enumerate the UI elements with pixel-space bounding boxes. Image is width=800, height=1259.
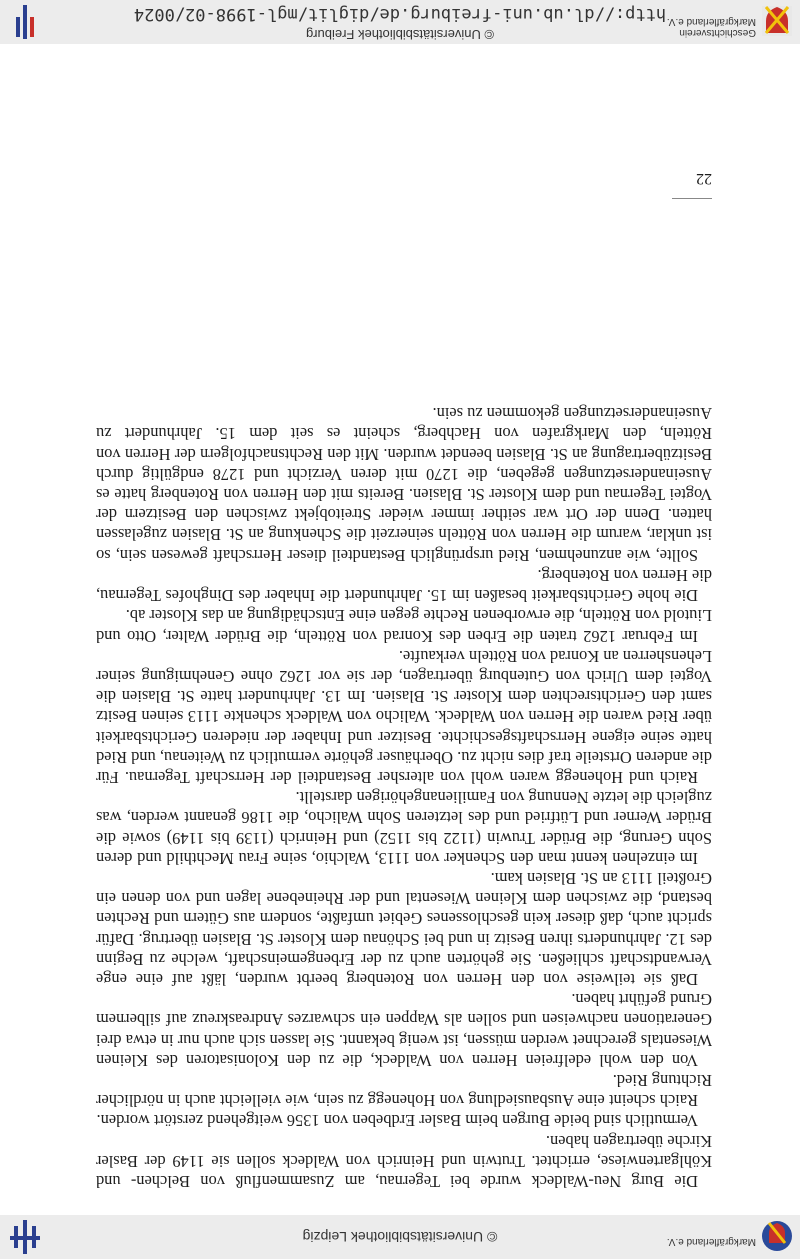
society-name: Markgräflerland e.V.	[666, 1236, 756, 1247]
paragraph: Raich scheint eine Ausbausiedlung von Hohenegg zu sein, wie vielleicht auch in nördlicher Richtung Ried.	[96, 1070, 712, 1111]
page-number: 22	[696, 170, 712, 187]
permalink-url[interactable]: http://dl.ub.uni-freiburg.de/diglit/mgl-1998-02/0024	[133, 4, 667, 24]
paragraph: Daß sie teilweise von den Herren von Rotenberg beerbt wurden, läßt auf eine enge Verwandtschaft schließen. Sie gehörten auch zu der Erbengemeinschaft, welche zu Beginn des 12. Jahrhunderts ihren Besitz in und bei Schönau dem Kloster St. Blasien übertrug. Dafür spricht auch, daß dieser kein geschlossenes Gebiet umfaßte, sondern aus Gütern und Rechten bestand, die zwischen dem Kleinen Wiesental und der Rheinebene lagen und von denen ein Großteil 1113 an St. Blasien kam.	[96, 868, 712, 989]
footer-bar	[0, 0, 800, 44]
paragraph: Raich und Hohenegg waren wohl von altersher Bestandteil der Herrschaft Tegernau. Für die anderen Ortsteile traf dies nicht zu. Oberhäuser gehörte vermutlich zu Weitenau, und Ried hatte seine eigene Herrschaftsgeschichte. Besitzer und Inhaber der niederen Gerichtsbarkeit über Ried waren die Herren von Waldeck. Walicho von Waldeck schenkte 1113 seinen Besitz samt den Gerichtsrechten dem Kloster St. Blasien. Im 13. Jahrhundert hatte St. Blasien die Vogtei dem Ulrich von Gutenburg übertragen, der sie vor 1262 ohne Genehmigung seiner Lehensherren an Konrad von Rötteln verkaufte.	[96, 646, 712, 787]
paragraph: Von den wohl edelfreien Herren von Waldeck, die zu den Kolonisatoren des Kleinen Wiesentals gerechnet werden müssen, ist wenig bekannt. Sie lassen sich auch nur in etwa drei Generationen nachweisen und sollen als Wappen ein schwarzes Andreaskreuz auf silbernem Grund geführt haben.	[96, 990, 712, 1070]
page-number-rule	[672, 198, 712, 199]
library-credit: © Universitätsbibliothek Freiburg	[305, 27, 495, 42]
library-credit: © Universitätsbibliothek Leipzig	[302, 1229, 498, 1245]
paragraph: Die Burg Neu-Waldeck wurde bei Tegernau, am Zusammenfluß von Belchen- und Köhlgartenwiese, errichtet. Trutwin und Heinrich von Waldeck sollen sie 1149 der Basler Kirche übertragen haben.	[96, 1131, 712, 1191]
page-text	[96, 403, 712, 1191]
paragraph: Sollte, wie anzunehmen, Ried ursprünglich Bestandteil dieser Herrschaft gewesen sein, so ist unklar, warum die Herren von Rötteln seinerzeit die Schenkung an St. Blasien zugelassen hatten. Denn der Ort war seither immer wieder Streitobjekt zwischen den Besitzern der Vogtei Tegernau und dem Kloster St. Blasien. Bereits mit den Herren von Rotenberg hatte es Auseinandersetzungen gegeben, die 1270 mit deren Verzicht und 1278 endgültig durch Besitzübertragung an St. Blasien beendet wurden. Mit den Rechtsnachfolgern der Herren von Rötteln, den Markgrafen von Hachberg, scheint es seit dem 15. Jahrhundert zu Auseinandersetzungen gekommen zu sein.	[96, 404, 712, 565]
header-bar	[0, 1215, 800, 1259]
paragraph: Die hohe Gerichtsbarkeit besaßen im 15. Jahrhundert die Inhaber des Dinghofes Tegernau, die Herren von Rotenberg.	[96, 565, 712, 606]
society-name: Geschichtsverein Markgräflerland e.V.	[666, 16, 756, 38]
paragraph: Vermutlich sind beide Burgen beim Basler Erdbeben von 1356 weitgehend zerstört worden.	[96, 1111, 698, 1131]
library-logo-icon	[6, 3, 44, 41]
paragraph: Im einzelnen kennt man den Schenker von 1113, Walchio, seine Frau Mechthild und deren Sohn Gerung, die Brüder Truwin (1122 bis 1152) und Heinrich (1139 bis 1149) sowie die Brüder Werner und Lütfried und des letzteren Sohn Walicho, die 1186 genannt werden, was zugleich die letzte Nennung von Familienangehörigen darstellt.	[96, 788, 712, 868]
paragraph: Im Februar 1262 traten die Erben des Konrad von Rötteln, die Brüder Walter, Otto und Liutold von Rötteln, die erworbenen Rechte gegen eine Entschädigung an das Kloster ab.	[96, 606, 712, 646]
library-logo-icon	[6, 1218, 44, 1256]
